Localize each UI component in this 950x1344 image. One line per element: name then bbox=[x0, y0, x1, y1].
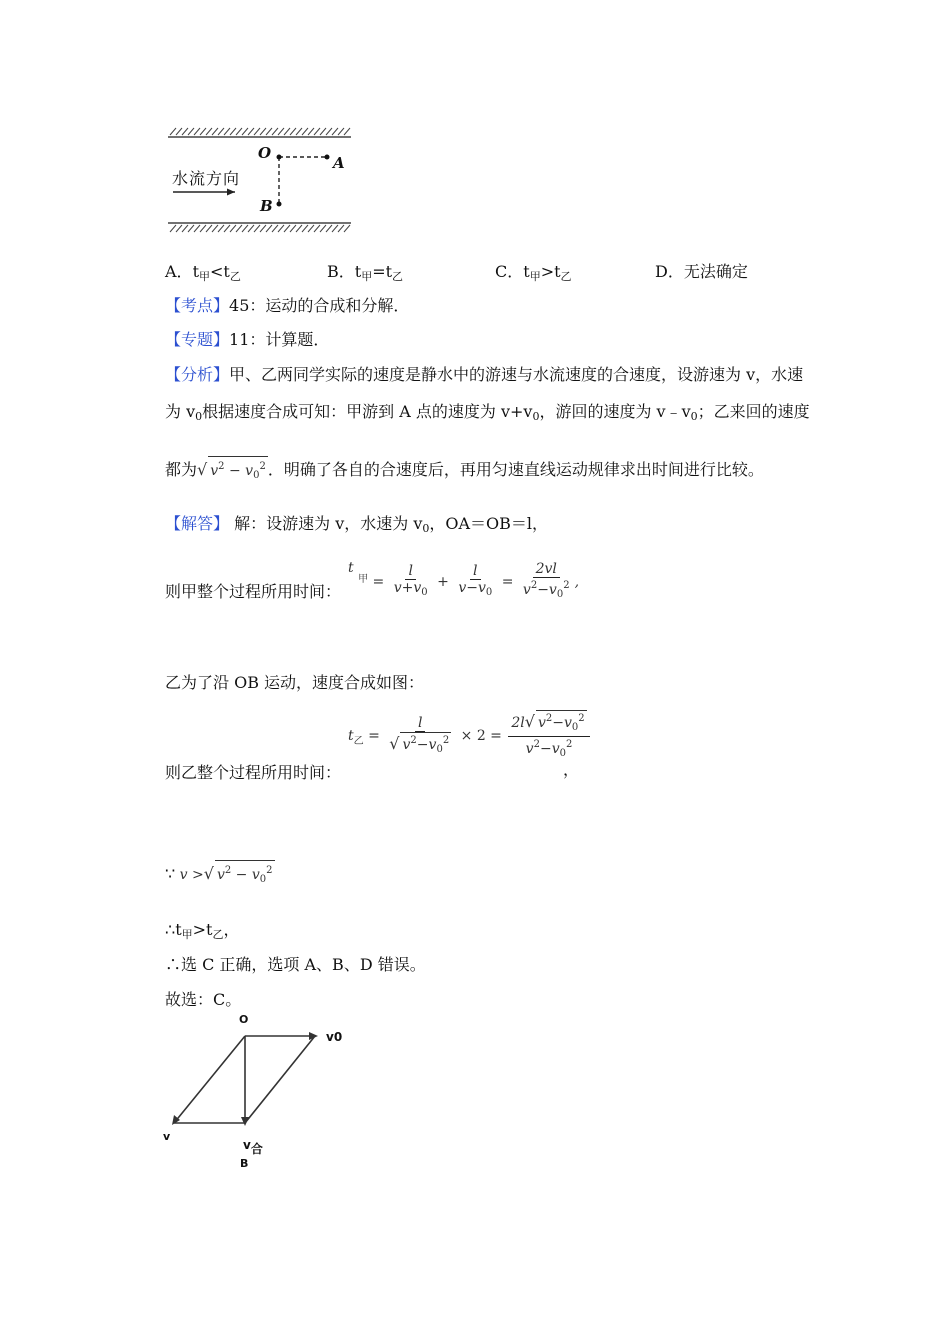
therefore-line2: ∴选 C 正确，选项 A、B、D 错误。 bbox=[165, 955, 426, 974]
diag2-label-B: B bbox=[240, 1157, 249, 1170]
label-B: B bbox=[260, 197, 273, 215]
option-b: B．$t_甲=t_乙$ bbox=[327, 262, 404, 283]
label-A: A bbox=[333, 154, 345, 172]
option-d: D．无法确定 bbox=[655, 262, 748, 281]
therefore-line1: $\therefore t_甲>t_乙$， bbox=[165, 920, 240, 941]
yi-time-line: 则乙整个过程所用时间： bbox=[165, 763, 342, 782]
bottom-bank bbox=[168, 223, 351, 232]
diag2-label-vhe: v合 bbox=[243, 1138, 263, 1156]
flow-arrowhead bbox=[227, 189, 235, 196]
top-bank bbox=[168, 128, 351, 137]
fenxi-line1: 【分析】甲、乙两同学实际的速度是静水中的游速与水流速度的合速度，设游速为 v，水速 bbox=[165, 365, 804, 384]
sqrt-v2-v0-2: √ $v^2 - v_0^2$ bbox=[197, 463, 268, 479]
fenxi-tag: 【分析】 bbox=[165, 365, 230, 384]
diag2-label-O: O bbox=[239, 1013, 249, 1026]
zhuanti-tag: 【专题】 bbox=[165, 330, 230, 349]
point-A bbox=[325, 155, 330, 160]
jieda-line: 【解答】 解：设游速为 v，水速为 $v_0$，OA＝OB＝l， bbox=[165, 514, 549, 535]
kaodian-tag: 【考点】 bbox=[165, 296, 230, 315]
diag2-label-v0: v0 bbox=[326, 1030, 343, 1044]
answer-line: 故选：C。 bbox=[165, 990, 242, 1009]
option-c: C．$t_甲>t_乙$ bbox=[495, 262, 572, 283]
formula-yi: $t_乙$ = $\frac{l}{√ v^2-v_0^2}$ × 2 = $\frac{2l√ v^2-v_0^2}{v^2-v_0^2}$ bbox=[348, 710, 592, 762]
diag2-label-v: v bbox=[163, 1130, 171, 1143]
fenxi-line2: 为 $v_0$根据速度合成可知：甲游到 A 点的速度为 $v+v_0$，游回的速度为 $v﹣v_0$；乙来回的速度 bbox=[165, 402, 810, 423]
option-a: A．$t_甲<t_乙$ bbox=[165, 262, 241, 283]
jieda-tag: 【解答】 bbox=[165, 514, 230, 533]
side-right bbox=[245, 1036, 315, 1123]
because-line: ∵ v >√ $v^2 - v_0^2$ bbox=[165, 860, 275, 890]
vec-v bbox=[174, 1036, 245, 1123]
point-B bbox=[277, 202, 282, 207]
label-O: O bbox=[258, 144, 272, 162]
zhuanti-line: 【专题】11：计算题． bbox=[165, 330, 330, 349]
fenxi-line3: 都为√ $v^2 - v_0^2$ ．明确了各自的合速度后，再用匀速直线运动规律求出时间进行比较。 bbox=[165, 456, 764, 486]
formula-jia: t $^甲$ = $\frac{l}{v+v_0}$ + $\frac{l}{v-v_0}$ = $\frac{2vl}{v^2-v_0^2}$ , bbox=[348, 560, 580, 600]
point-O bbox=[277, 155, 282, 160]
yi-comma: ， bbox=[563, 760, 580, 779]
yi-intro: 乙为了沿 OB 运动，速度合成如图： bbox=[165, 673, 425, 692]
flow-direction-label: 水流方向 bbox=[172, 169, 241, 188]
jia-time-line: 则甲整个过程所用时间： bbox=[165, 582, 342, 601]
arrowhead-vhe bbox=[241, 1117, 249, 1126]
kaodian-line: 【考点】45：运动的合成和分解． bbox=[165, 296, 410, 315]
